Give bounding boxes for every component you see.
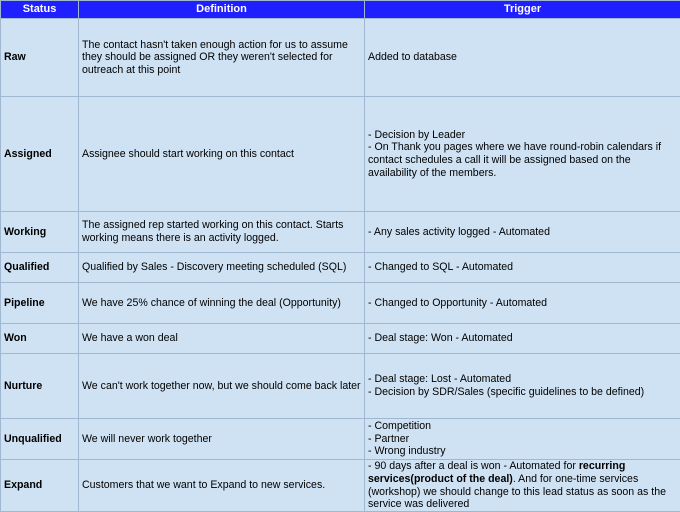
trigger-cell (365, 283, 680, 324)
trigger-line: - Any sales activity logged - Automated (368, 225, 550, 238)
definition-cell: We can't work together now, but we should come back later (79, 354, 365, 419)
trigger-line: - Competition (368, 420, 431, 433)
status-cell: Working (1, 212, 79, 253)
trigger-line: - Decision by SDR/Sales (specific guidelines to be defined) (368, 386, 645, 398)
trigger-line: - Changed to SQL - Automated (368, 261, 514, 274)
trigger-line: - Decision by Leader (368, 128, 466, 141)
trigger-line: - On Thank you pages where we have round-robin calendars if contact schedules a call it will be assigned based on the availability of the members. (368, 141, 662, 179)
trigger-line: - Changed to Opportunity - Automated (368, 296, 548, 309)
status-cell: Assigned (1, 97, 79, 212)
status-cell: Won (1, 324, 79, 354)
header-row (1, 1, 680, 19)
table-row-raw (1, 19, 680, 97)
table-row-unqualified (1, 419, 680, 460)
trigger-text: . And for one-time services (workshop) we should change to this lead status as soon as the service was delivered (368, 472, 666, 511)
status-cell: Unqualified (1, 419, 79, 460)
table-row-assigned (1, 97, 680, 212)
trigger-cell (365, 253, 680, 283)
definition-cell: Qualified by Sales - Discovery meeting scheduled (SQL) (79, 253, 365, 283)
trigger-emphasis: recurring services(product of the deal) (368, 460, 626, 485)
header-trigger: Trigger (365, 1, 680, 19)
trigger-line: - Deal stage: Lost - Automated (368, 373, 512, 386)
trigger-line: Added to database (368, 51, 457, 64)
definition-cell: The assigned rep started working on this contact. Starts working means there is an activity logged. (79, 212, 365, 253)
status-cell: Raw (1, 19, 79, 97)
trigger-cell (365, 97, 680, 212)
table-row-expand (1, 460, 680, 512)
definition-cell: We have 25% chance of winning the deal (Opportunity) (79, 283, 365, 324)
definition-cell: The contact hasn't taken enough action for us to assume they should be assigned OR they weren't selected for outreach at this point (79, 19, 365, 97)
definition-cell: Customers that we want to Expand to new services. (79, 460, 365, 512)
status-cell: Pipeline (1, 283, 79, 324)
definition-cell: Assignee should start working on this contact (79, 97, 365, 212)
header-definition: Definition (79, 1, 365, 19)
trigger-cell (365, 419, 680, 460)
definition-cell: We will never work together (79, 419, 365, 460)
status-cell: Nurture (1, 354, 79, 419)
trigger-cell (365, 324, 680, 354)
trigger-line: - Partner (368, 432, 410, 445)
trigger-cell (365, 212, 680, 253)
status-cell: Qualified (1, 253, 79, 283)
trigger-line: - Deal stage: Won - Automated (368, 332, 513, 345)
table-row-nurture (1, 354, 680, 419)
status-cell: Expand (1, 460, 79, 512)
definition-cell: We have a won deal (79, 324, 365, 354)
trigger-line: - Wrong industry (368, 445, 446, 458)
trigger-cell (365, 19, 680, 97)
table-row-won (1, 324, 680, 354)
table-row-working (1, 212, 680, 253)
table-row-pipeline (1, 283, 680, 324)
table-row-qualified (1, 253, 680, 283)
trigger-cell (365, 460, 680, 512)
trigger-text: - 90 days after a deal is won - Automated for (368, 460, 579, 473)
header-status: Status (1, 1, 79, 19)
trigger-cell (365, 354, 680, 419)
